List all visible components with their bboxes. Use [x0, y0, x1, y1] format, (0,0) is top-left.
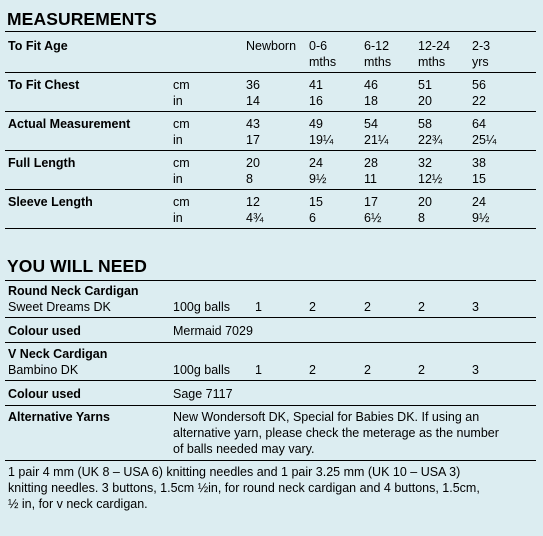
- round-neck-heading: Round Neck Cardigan: [8, 284, 139, 298]
- divider: [5, 228, 536, 229]
- size-header-unit: mths: [309, 55, 337, 69]
- ball-quantity: 2: [418, 300, 425, 314]
- value-cell: 56: [472, 78, 486, 92]
- value-cell: 32: [418, 156, 432, 170]
- yarn-unit: 100g balls: [173, 363, 230, 377]
- divider: [5, 342, 536, 343]
- measurement-label: Sleeve Length: [8, 195, 93, 209]
- value-cell: 28: [364, 156, 378, 170]
- measurement-label: Actual Measurement: [8, 117, 131, 131]
- ball-quantity: 2: [418, 363, 425, 377]
- divider: [5, 31, 536, 32]
- age-label: To Fit Age: [8, 39, 68, 53]
- size-header: 0-6: [309, 39, 328, 53]
- size-header: 6-12: [364, 39, 390, 53]
- unit-cm: cm: [173, 117, 190, 131]
- divider: [5, 72, 536, 73]
- measurements-title: MEASUREMENTS: [7, 9, 157, 29]
- value-cell: 6: [309, 211, 316, 225]
- unit-in: in: [173, 211, 183, 225]
- ball-quantity: 3: [472, 363, 479, 377]
- value-cell: 17: [364, 195, 378, 209]
- alternative-yarns-line: of balls needed may vary.: [173, 442, 315, 456]
- divider: [5, 150, 536, 151]
- divider: [5, 111, 536, 112]
- colour-label: Colour used: [8, 387, 81, 401]
- value-cell: 36: [246, 78, 260, 92]
- value-cell: 43: [246, 117, 260, 131]
- measurement-label: Full Length: [8, 156, 76, 170]
- size-header: 12-24: [418, 39, 450, 53]
- ball-quantity: 3: [472, 300, 479, 314]
- divider: [5, 405, 536, 406]
- value-cell: 15: [309, 195, 323, 209]
- value-cell: 8: [418, 211, 425, 225]
- needles-note-line: 1 pair 4 mm (UK 8 – USA 6) knitting needles and 1 pair 3.25 mm (UK 10 – USA 3): [8, 465, 461, 479]
- ball-quantity: 1: [255, 300, 262, 314]
- measurement-label: To Fit Chest: [8, 78, 80, 92]
- divider: [5, 380, 536, 381]
- value-cell: 9½: [472, 211, 490, 225]
- divider: [5, 317, 536, 318]
- unit-cm: cm: [173, 156, 190, 170]
- value-cell: 12: [246, 195, 260, 209]
- value-cell: 6½: [364, 211, 382, 225]
- alternative-yarns-label: Alternative Yarns: [8, 410, 110, 424]
- unit-in: in: [173, 172, 183, 186]
- value-cell: 8: [246, 172, 253, 186]
- size-header: 2-3: [472, 39, 491, 53]
- value-cell: 58: [418, 117, 432, 131]
- v-neck-heading: V Neck Cardigan: [8, 347, 108, 361]
- value-cell: 22¾: [418, 133, 443, 147]
- value-cell: 20: [418, 94, 432, 108]
- yarn-unit: 100g balls: [173, 300, 230, 314]
- value-cell: 18: [364, 94, 378, 108]
- size-header-unit: mths: [418, 55, 446, 69]
- ball-quantity: 2: [309, 363, 316, 377]
- ball-quantity: 2: [364, 300, 371, 314]
- value-cell: 22: [472, 94, 486, 108]
- size-header-unit: yrs: [472, 55, 489, 69]
- value-cell: 25¼: [472, 133, 497, 147]
- ball-quantity: 2: [309, 300, 316, 314]
- value-cell: 4¾: [246, 211, 264, 225]
- value-cell: 49: [309, 117, 323, 131]
- unit-in: in: [173, 133, 183, 147]
- value-cell: 24: [472, 195, 486, 209]
- value-cell: 14: [246, 94, 260, 108]
- unit-in: in: [173, 94, 183, 108]
- round-neck-yarn: Sweet Dreams DK: [8, 300, 111, 314]
- size-header: Newborn: [246, 39, 297, 53]
- unit-cm: cm: [173, 78, 190, 92]
- divider: [5, 189, 536, 190]
- colour-value: Sage 7117: [173, 387, 233, 401]
- value-cell: 19¼: [309, 133, 334, 147]
- value-cell: 46: [364, 78, 378, 92]
- value-cell: 21¼: [364, 133, 389, 147]
- value-cell: 11: [364, 172, 377, 186]
- value-cell: 12½: [418, 172, 443, 186]
- value-cell: 54: [364, 117, 378, 131]
- alternative-yarns-line: alternative yarn, please check the meterage as the number: [173, 426, 499, 440]
- divider: [5, 280, 536, 281]
- value-cell: 64: [472, 117, 486, 131]
- value-cell: 9½: [309, 172, 327, 186]
- colour-value: Mermaid 7029: [173, 324, 253, 338]
- alternative-yarns-line: New Wondersoft DK, Special for Babies DK. If using an: [173, 410, 480, 424]
- needles-note-line: ½ in, for v neck cardigan.: [8, 497, 148, 511]
- v-neck-yarn: Bambino DK: [8, 363, 79, 377]
- needles-note-line: knitting needles. 3 buttons, 1.5cm ½in, for round neck cardigan and 4 buttons, 1.5cm,: [8, 481, 480, 495]
- value-cell: 15: [472, 172, 486, 186]
- ball-quantity: 2: [364, 363, 371, 377]
- colour-label: Colour used: [8, 324, 81, 338]
- value-cell: 41: [309, 78, 323, 92]
- value-cell: 16: [309, 94, 323, 108]
- ball-quantity: 1: [255, 363, 262, 377]
- divider: [5, 460, 536, 461]
- value-cell: 17: [246, 133, 260, 147]
- you-will-need-title: YOU WILL NEED: [7, 256, 148, 276]
- value-cell: 24: [309, 156, 323, 170]
- unit-cm: cm: [173, 195, 190, 209]
- value-cell: 51: [418, 78, 432, 92]
- value-cell: 38: [472, 156, 486, 170]
- value-cell: 20: [418, 195, 432, 209]
- value-cell: 20: [246, 156, 260, 170]
- size-header-unit: mths: [364, 55, 392, 69]
